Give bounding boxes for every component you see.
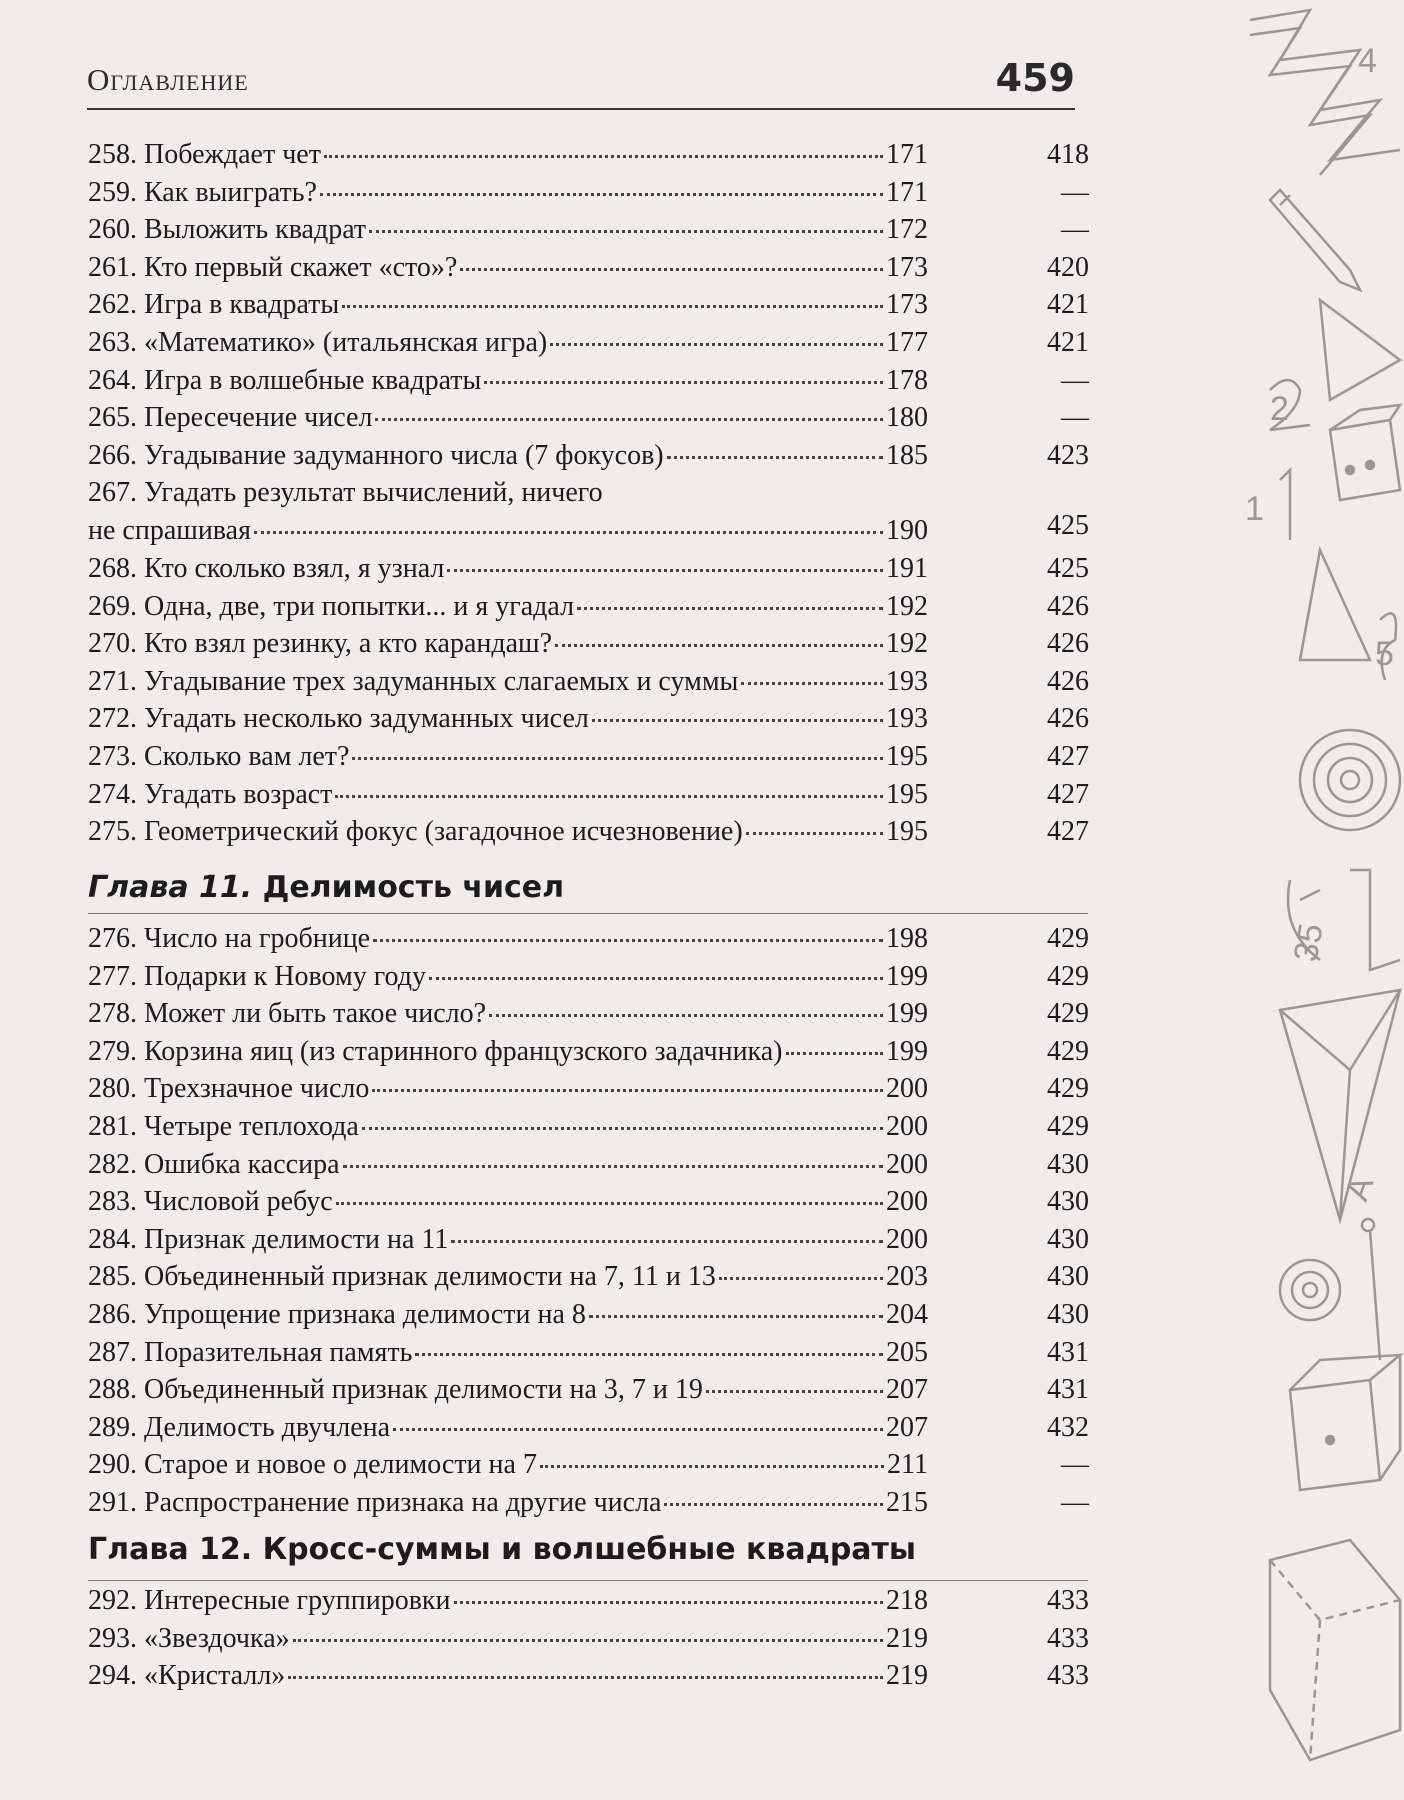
leader-dots bbox=[375, 417, 883, 421]
leader-dots bbox=[706, 1389, 883, 1393]
entry-title: 281. Четыре теплохода bbox=[88, 1110, 359, 1142]
entry-title: 258. Побеждает чет bbox=[88, 139, 321, 170]
entry-title: 290. Старое и новое о делимости на 7 bbox=[88, 1449, 537, 1481]
dice-icon bbox=[1290, 1355, 1400, 1490]
toc-entry[interactable] bbox=[88, 1334, 1089, 1372]
entry-answer-page: — bbox=[1061, 214, 1089, 246]
leader-dots bbox=[342, 304, 883, 308]
leader-dots bbox=[324, 154, 883, 158]
leader-dots bbox=[592, 718, 883, 722]
leader-dots bbox=[429, 976, 883, 980]
entry-page: 177 bbox=[886, 326, 928, 358]
leader-dots bbox=[352, 756, 883, 760]
toc-entry[interactable] bbox=[88, 324, 1089, 362]
entry-answer-page: 429 bbox=[1047, 1035, 1089, 1067]
entry-answer-page: 426 bbox=[1047, 665, 1089, 697]
entry-answer-page: 423 bbox=[1047, 439, 1089, 471]
running-title: Оглавление bbox=[87, 62, 249, 97]
entry-title: 269. Одна, две, три попытки... и я угадал bbox=[88, 590, 575, 622]
entry-answer-page: 429 bbox=[1047, 1073, 1089, 1105]
leader-dots bbox=[489, 1013, 883, 1017]
entry-title: 272. Угадать несколько задуманных чисел bbox=[88, 703, 589, 735]
leader-dots bbox=[741, 681, 883, 685]
entry-page: 198 bbox=[886, 923, 928, 954]
decorative-doodles bbox=[1210, 0, 1404, 1800]
toc-entry[interactable] bbox=[88, 249, 1089, 287]
entry-answer-page: 429 bbox=[1047, 998, 1089, 1030]
leader-dots bbox=[288, 1675, 883, 1679]
entry-page: 173 bbox=[886, 251, 928, 283]
toc-entry[interactable] bbox=[88, 1409, 1089, 1447]
entry-page: 215 bbox=[886, 1486, 928, 1518]
entry-page: 219 bbox=[886, 1622, 928, 1654]
entry-title: 277. Подарки к Новому году bbox=[88, 960, 426, 992]
toc-entry[interactable] bbox=[88, 1070, 1089, 1108]
toc-entry[interactable] bbox=[88, 776, 1089, 814]
entry-page: 195 bbox=[886, 778, 928, 810]
toc-entry[interactable] bbox=[88, 588, 1089, 626]
toc-entry[interactable] bbox=[88, 1446, 1089, 1484]
toc-entry[interactable] bbox=[88, 1484, 1089, 1522]
toc-entry[interactable] bbox=[88, 920, 1089, 958]
leader-dots bbox=[373, 938, 883, 942]
toc-chapter-11 bbox=[88, 920, 1089, 1522]
entry-title: 289. Делимость двучлена bbox=[88, 1411, 391, 1443]
chapter-title: Глава 12. Кросс-суммы и волшебные квадраты bbox=[88, 1532, 917, 1567]
entry-page: 199 bbox=[886, 1035, 928, 1067]
triangle-icon bbox=[1320, 300, 1400, 400]
entry-title: 270. Кто взял резинку, а кто карандаш? bbox=[88, 628, 553, 660]
entry-page: 200 bbox=[886, 1110, 928, 1142]
entry-answer-page: 421 bbox=[1047, 289, 1089, 321]
entry-page: 178 bbox=[886, 364, 928, 396]
spiral-icon bbox=[1280, 1260, 1340, 1320]
leader-dots bbox=[372, 1088, 883, 1092]
entry-title: 262. Игра в квадраты bbox=[88, 289, 340, 321]
leader-dots bbox=[550, 342, 883, 346]
entry-answer-page: 433 bbox=[1047, 1660, 1089, 1692]
entry-title: 268. Кто сколько взял, я узнал bbox=[88, 553, 445, 584]
leader-dots bbox=[454, 1600, 883, 1604]
leader-dots bbox=[447, 568, 883, 572]
leader-dots bbox=[484, 380, 883, 384]
entry-answer-page: 426 bbox=[1047, 703, 1089, 735]
entry-answer-page: — bbox=[1061, 176, 1089, 208]
entry-answer-page: 429 bbox=[1047, 923, 1089, 954]
entry-page: 204 bbox=[886, 1298, 928, 1330]
chapter-12-heading bbox=[88, 1532, 916, 1567]
doodle-digit: 5 bbox=[1375, 635, 1394, 673]
leader-dots bbox=[460, 267, 883, 271]
entry-title: 287. Поразительная память bbox=[88, 1336, 413, 1368]
entry-title: 292. Интересные группировки bbox=[88, 1585, 451, 1616]
doodle-digit: 1 bbox=[1245, 490, 1264, 528]
leader-dots bbox=[336, 1201, 883, 1205]
doodle-digit: 2 bbox=[1270, 390, 1289, 428]
chapter-11-heading bbox=[88, 870, 564, 905]
entry-title: 263. «Математико» (итальянская игра) bbox=[88, 326, 548, 358]
toc-entry[interactable] bbox=[88, 362, 1089, 400]
leader-dots bbox=[577, 606, 883, 610]
entry-page: 180 bbox=[886, 402, 928, 434]
toc-entry[interactable] bbox=[88, 738, 1089, 776]
entry-answer-page: 429 bbox=[1047, 1110, 1089, 1142]
toc-entry[interactable] bbox=[88, 211, 1089, 249]
toc-entry[interactable] bbox=[88, 1582, 1089, 1620]
entry-answer-page: 431 bbox=[1047, 1336, 1089, 1368]
entry-title: 283. Числовой ребус bbox=[88, 1186, 333, 1218]
entry-page: 203 bbox=[886, 1261, 928, 1293]
toc-entry[interactable] bbox=[88, 813, 1089, 851]
leader-dots bbox=[415, 1352, 883, 1356]
entry-title: 279. Корзина яиц (из старинного французского задачника) bbox=[88, 1035, 783, 1067]
entry-page: 207 bbox=[886, 1374, 928, 1406]
entry-title: 265. Пересечение чисел bbox=[88, 402, 373, 434]
entry-title-continued: не спрашивая bbox=[88, 514, 251, 546]
entry-page: 192 bbox=[886, 590, 928, 622]
leader-dots bbox=[746, 831, 883, 835]
entry-title: 264. Игра в волшебные квадраты bbox=[88, 364, 482, 396]
entry-title: 271. Угадывание трех задуманных слагаемых и суммы bbox=[88, 665, 739, 697]
doodle-digit: 4 bbox=[1358, 42, 1377, 80]
entry-title: 275. Геометрический фокус (загадочное исчезновение) bbox=[88, 816, 743, 848]
entry-page: 193 bbox=[886, 703, 928, 735]
entry-title: 274. Угадать возраст bbox=[88, 778, 333, 810]
toc-entry[interactable] bbox=[88, 1371, 1089, 1409]
doodle-letter: A bbox=[1337, 1171, 1382, 1206]
toc-entry[interactable] bbox=[88, 1146, 1089, 1184]
entry-page: 200 bbox=[886, 1223, 928, 1255]
entry-title: 291. Распространение признака на другие числа bbox=[88, 1486, 662, 1518]
entry-page: 185 bbox=[886, 439, 928, 471]
toc-entry[interactable] bbox=[88, 1221, 1089, 1259]
match-icon bbox=[1362, 1219, 1380, 1360]
entry-title: 285. Объединенный признак делимости на 7, 11 и 13 bbox=[88, 1261, 716, 1293]
entry-title: 273. Сколько вам лет? bbox=[88, 740, 350, 772]
entry-page: 199 bbox=[886, 960, 928, 992]
entry-title: 286. Упрощение признака делимости на 8 bbox=[88, 1298, 586, 1330]
leader-dots bbox=[254, 530, 883, 534]
entry-page: 200 bbox=[886, 1148, 928, 1180]
leader-dots bbox=[369, 229, 883, 233]
toc-entry[interactable] bbox=[88, 1657, 1089, 1695]
toc-entry[interactable] bbox=[88, 1033, 1089, 1071]
entry-title: 260. Выложить квадрат bbox=[88, 214, 367, 246]
toc-entry[interactable] bbox=[88, 1108, 1089, 1146]
leader-dots bbox=[664, 1502, 883, 1506]
entry-answer-page: 433 bbox=[1047, 1585, 1089, 1616]
entry-answer-page: 430 bbox=[1047, 1186, 1089, 1218]
dice-icon bbox=[1330, 405, 1400, 500]
toc-chapter-12 bbox=[88, 1582, 1089, 1695]
entry-answer-page: — bbox=[1061, 1486, 1089, 1518]
entry-page: 191 bbox=[886, 553, 928, 584]
entry-answer-page: 427 bbox=[1047, 816, 1089, 848]
entry-page: 207 bbox=[886, 1411, 928, 1443]
toc-entry[interactable] bbox=[88, 286, 1089, 324]
entry-page: 192 bbox=[886, 628, 928, 660]
chapter-divider bbox=[88, 1580, 1088, 1581]
toc-entry[interactable] bbox=[88, 399, 1089, 437]
entry-page: 173 bbox=[886, 289, 928, 321]
page-number: 459 bbox=[995, 56, 1075, 100]
entry-answer-page: 425 bbox=[1047, 553, 1089, 584]
toc-entry[interactable] bbox=[88, 1620, 1089, 1658]
entry-page: 172 bbox=[886, 214, 928, 246]
triangle-icon bbox=[1300, 550, 1370, 660]
chapter-divider bbox=[88, 913, 1088, 914]
toc-entry[interactable] bbox=[88, 474, 1089, 549]
leader-dots bbox=[451, 1239, 883, 1243]
entry-title: 294. «Кристалл» bbox=[88, 1660, 286, 1692]
entry-title: 266. Угадывание задуманного числа (7 фокусов) bbox=[88, 439, 664, 471]
entry-title: 267. Угадать результат вычислений, ничего bbox=[88, 477, 603, 508]
entry-answer-page: 430 bbox=[1047, 1261, 1089, 1293]
entry-title: 278. Может ли быть такое число? bbox=[88, 998, 487, 1030]
toc-entry[interactable] bbox=[88, 1258, 1089, 1296]
entry-answer-page: 425 bbox=[1047, 510, 1089, 542]
entry-answer-page: 427 bbox=[1047, 778, 1089, 810]
entry-page: 171 bbox=[886, 139, 928, 170]
toc-entry[interactable] bbox=[88, 1296, 1089, 1334]
entry-page: 199 bbox=[886, 998, 928, 1030]
entry-answer-page: 430 bbox=[1047, 1148, 1089, 1180]
toc-entry[interactable] bbox=[88, 663, 1089, 701]
toc-entry[interactable] bbox=[88, 136, 1089, 174]
entry-answer-page: 426 bbox=[1047, 628, 1089, 660]
entry-page: 200 bbox=[886, 1186, 928, 1218]
entry-answer-page: 427 bbox=[1047, 740, 1089, 772]
entry-title: 284. Признак делимости на 11 bbox=[88, 1223, 449, 1255]
entry-title: 276. Число на гробнице bbox=[88, 923, 371, 954]
entry-title: 280. Трехзначное число bbox=[88, 1073, 370, 1105]
leader-dots bbox=[343, 1164, 884, 1168]
entry-title: 293. «Звездочка» bbox=[88, 1622, 290, 1654]
entry-answer-page: 433 bbox=[1047, 1622, 1089, 1654]
entry-page: 218 bbox=[886, 1585, 928, 1616]
leader-dots bbox=[362, 1126, 883, 1130]
entry-answer-page: 431 bbox=[1047, 1374, 1089, 1406]
toc-entry[interactable] bbox=[88, 958, 1089, 996]
toc-section-1b bbox=[88, 550, 1089, 851]
leader-dots bbox=[555, 643, 883, 647]
entry-answer-page: 429 bbox=[1047, 960, 1089, 992]
chapter-label: Глава 11. bbox=[88, 870, 253, 905]
pencil-icon bbox=[1270, 190, 1360, 290]
leader-dots bbox=[320, 192, 883, 196]
entry-answer-page: 421 bbox=[1047, 326, 1089, 358]
entry-answer-page: 420 bbox=[1047, 251, 1089, 283]
leader-dots bbox=[540, 1464, 884, 1468]
chapter-title: Делимость чисел bbox=[262, 870, 565, 905]
leader-dots bbox=[589, 1314, 883, 1318]
entry-title: 282. Ошибка кассира bbox=[88, 1148, 340, 1180]
leader-dots bbox=[786, 1051, 884, 1055]
entry-page: 211 bbox=[887, 1449, 928, 1481]
entry-title: 261. Кто первый скажет «сто»? bbox=[88, 251, 458, 283]
leader-dots bbox=[393, 1427, 883, 1431]
toc-entry[interactable] bbox=[88, 1183, 1089, 1221]
entry-page: 193 bbox=[886, 665, 928, 697]
entry-answer-page: — bbox=[1061, 364, 1089, 396]
entry-answer-page: 426 bbox=[1047, 590, 1089, 622]
page-header bbox=[87, 48, 1075, 110]
leader-dots bbox=[293, 1638, 883, 1642]
entry-page: 195 bbox=[886, 740, 928, 772]
toc-entry[interactable] bbox=[88, 625, 1089, 663]
toc-wrapped-entry bbox=[88, 474, 1089, 549]
spiral-icon bbox=[1300, 730, 1400, 830]
entry-title: 288. Объединенный признак делимости на 3, 7 и 19 bbox=[88, 1374, 703, 1406]
entry-answer-page: 432 bbox=[1047, 1411, 1089, 1443]
entry-answer-page: — bbox=[1061, 402, 1089, 434]
toc-entry[interactable] bbox=[88, 437, 1089, 475]
entry-page: 190 bbox=[886, 514, 928, 546]
toc-entry[interactable] bbox=[88, 174, 1089, 212]
toc-section-1 bbox=[88, 136, 1089, 474]
leader-dots bbox=[667, 455, 883, 459]
toc-entry[interactable] bbox=[88, 550, 1089, 588]
doodle-digit: 35 bbox=[1286, 920, 1331, 965]
entry-answer-page: 430 bbox=[1047, 1223, 1089, 1255]
entry-page: 205 bbox=[886, 1336, 928, 1368]
entry-answer-page: — bbox=[1061, 1449, 1089, 1481]
leader-dots bbox=[335, 794, 883, 798]
entry-page: 195 bbox=[886, 816, 928, 848]
entry-answer-page: 418 bbox=[1047, 139, 1089, 170]
entry-answer-page: 430 bbox=[1047, 1298, 1089, 1330]
toc-entry[interactable] bbox=[88, 995, 1089, 1033]
entry-page: 171 bbox=[886, 176, 928, 208]
toc-entry[interactable] bbox=[88, 700, 1089, 738]
entry-title: 259. Как выиграть? bbox=[88, 176, 317, 208]
leader-dots bbox=[719, 1276, 883, 1280]
entry-page: 219 bbox=[886, 1660, 928, 1692]
entry-page: 200 bbox=[886, 1073, 928, 1105]
cube-icon bbox=[1270, 1540, 1400, 1760]
